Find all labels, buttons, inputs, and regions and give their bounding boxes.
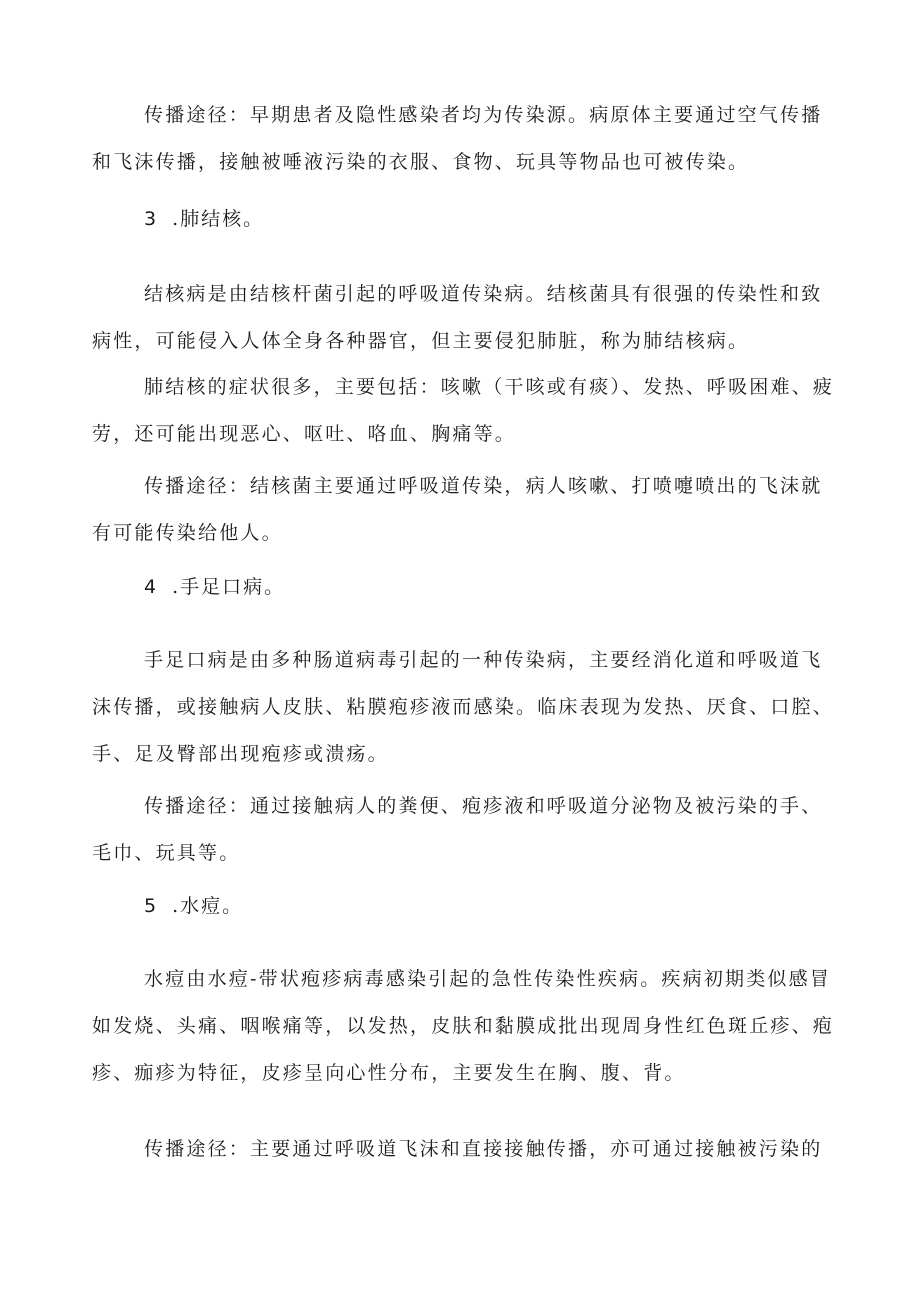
section-title: .肺结核。: [172, 208, 265, 230]
paragraph-tuberculosis-intro: 结核病是由结核杆菌引起的呼吸道传染病。结核菌具有很强的传染性和致病性，可能侵入人体全身各种器官，但主要侵犯肺脏，称为肺结核病。: [92, 283, 823, 352]
paragraph-tuberculosis-symptoms: 肺结核的症状很多，主要包括：咳嗽（干咳或有痰）、发热、呼吸困难、疲劳，还可能出现恶心、呕吐、咯血、胸痛等。: [92, 376, 835, 445]
section-number: 3: [144, 208, 159, 230]
section-number: 4: [144, 576, 159, 598]
paragraph-chickenpox-transmission: 传播途径：主要通过呼吸道飞沫和直接接触传播，亦可通过接触被污染的: [144, 1138, 823, 1160]
paragraph-chickenpox-intro: 水痘由水痘-带状疱疹病毒感染引起的急性传染性疾病。疾病初期类似感冒如发烧、头痛、咽喉痛等，以发热，皮肤和黏膜成批出现周身性红色斑丘疹、疱疹、痂疹为特征，皮疹呈向心性分布，主要发生在胸、腹、背。: [92, 968, 835, 1084]
section-title: .手足口病。: [172, 576, 286, 598]
paragraph-mumps-transmission: 传播途径：早期患者及隐性感染者均为传染源。病原体主要通过空气传播和飞沫传播，接触被唾液污染的衣服、食物、玩具等物品也可被传染。: [92, 104, 823, 173]
paragraph-hfmd-intro: 手足口病是由多种肠道病毒引起的一种传染病，主要经消化道和呼吸道飞沫传播，或接触病人皮肤、粘膜疱疹液而感染。临床表现为发热、厌食、口腔、手、足及臀部出现疱疹或溃疡。: [92, 649, 835, 765]
paragraph-hfmd-transmission: 传播途径：通过接触病人的粪便、疱疹液和呼吸道分泌物及被污染的手、毛巾、玩具等。: [92, 795, 823, 864]
section-heading-tuberculosis: [144, 196, 264, 243]
section-heading-hfmd: [144, 564, 285, 611]
section-number: 5: [144, 895, 159, 917]
section-heading-chickenpox: [144, 883, 243, 930]
paragraph-tuberculosis-transmission: 传播途径：结核菌主要通过呼吸道传染，病人咳嗽、打喷嚏喷出的飞沫就有可能传染给他人。: [92, 475, 823, 544]
section-title: .水痘。: [172, 895, 244, 917]
